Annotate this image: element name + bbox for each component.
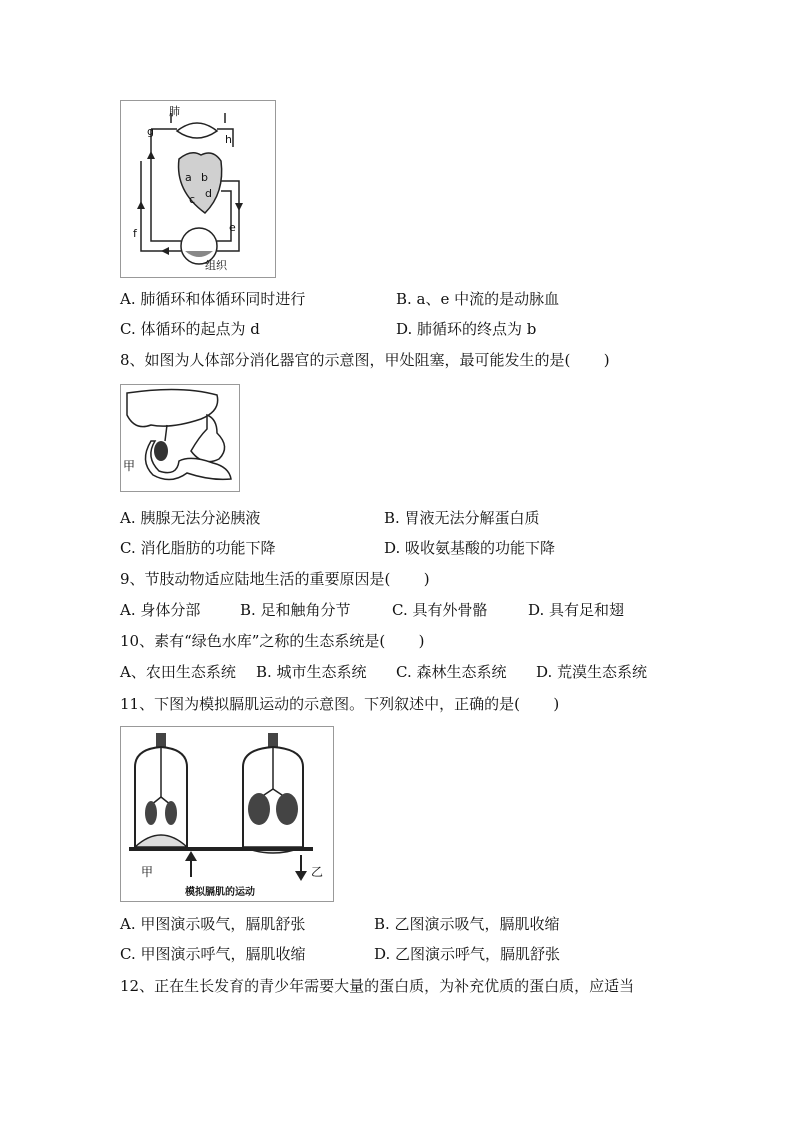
q8-option-b: B. 胃液无法分解蛋白质 bbox=[384, 509, 540, 527]
letter-e: e bbox=[229, 221, 236, 234]
q10-option-a: A、农田生态系统 bbox=[120, 663, 236, 681]
q9-option-c: C. 具有外骨骼 bbox=[392, 601, 488, 619]
digestive-organs-diagram bbox=[120, 384, 240, 492]
q9-option-a: A. 身体分部 bbox=[120, 601, 201, 619]
lung-label: 肺 bbox=[169, 105, 180, 118]
q7-option-c: C. 体循环的起点为 d bbox=[120, 320, 260, 338]
jia-jar-label: 甲 bbox=[141, 865, 154, 879]
q7-option-d: D. 肺循环的终点为 b bbox=[396, 320, 537, 338]
tissue-label: 组织 bbox=[205, 259, 227, 272]
q7-option-a: A. 肺循环和体循环同时进行 bbox=[120, 290, 306, 308]
letter-c: c bbox=[189, 193, 196, 206]
letter-d: d bbox=[205, 187, 212, 200]
diaphragm-caption: 模拟膈肌的运动 bbox=[185, 887, 255, 898]
q11-option-d: D. 乙图演示呼气，膈肌舒张 bbox=[374, 945, 561, 963]
q7-option-b: B. a、e 中流的是动脉血 bbox=[396, 290, 560, 308]
letter-h: h bbox=[225, 133, 232, 146]
q10-option-d: D. 荒漠生态系统 bbox=[536, 663, 648, 681]
letter-f: f bbox=[133, 227, 137, 240]
q9-option-b: B. 足和触角分节 bbox=[240, 601, 351, 619]
q8-question: 8、如图为人体部分消化器官的示意图，甲处阻塞，最可能发生的是( ) bbox=[120, 351, 610, 369]
q11-option-c: C. 甲图演示呼气，膈肌收缩 bbox=[120, 945, 306, 963]
letter-a: a bbox=[185, 171, 192, 184]
q11-option-a: A. 甲图演示吸气，膈肌舒张 bbox=[120, 915, 306, 933]
q10-question: 10、素有“绿色水库”之称的生态系统是( ) bbox=[120, 632, 425, 650]
q8-option-c: C. 消化脂肪的功能下降 bbox=[120, 539, 276, 557]
q12-question: 12、正在生长发育的青少年需要大量的蛋白质，为补充优质的蛋白质，应适当 bbox=[120, 977, 635, 995]
q10-option-c: C. 森林生态系统 bbox=[396, 663, 507, 681]
q8-option-d: D. 吸收氨基酸的功能下降 bbox=[384, 539, 556, 557]
q10-option-b: B. 城市生态系统 bbox=[256, 663, 367, 681]
letter-g: g bbox=[147, 125, 154, 138]
letter-b: b bbox=[201, 171, 208, 184]
q9-option-d: D. 具有足和翅 bbox=[528, 601, 625, 619]
jia-label: 甲 bbox=[123, 459, 136, 473]
q11-question: 11、下图为模拟膈肌运动的示意图。下列叙述中，正确的是( ) bbox=[120, 695, 560, 713]
q11-option-b: B. 乙图演示吸气，膈肌收缩 bbox=[374, 915, 560, 933]
q9-question: 9、节肢动物适应陆地生活的重要原因是( ) bbox=[120, 570, 430, 588]
yi-jar-label: 乙 bbox=[311, 865, 324, 879]
circulation-diagram bbox=[120, 100, 276, 278]
diaphragm-model-diagram bbox=[120, 726, 334, 902]
q8-option-a: A. 胰腺无法分泌胰液 bbox=[120, 509, 261, 527]
